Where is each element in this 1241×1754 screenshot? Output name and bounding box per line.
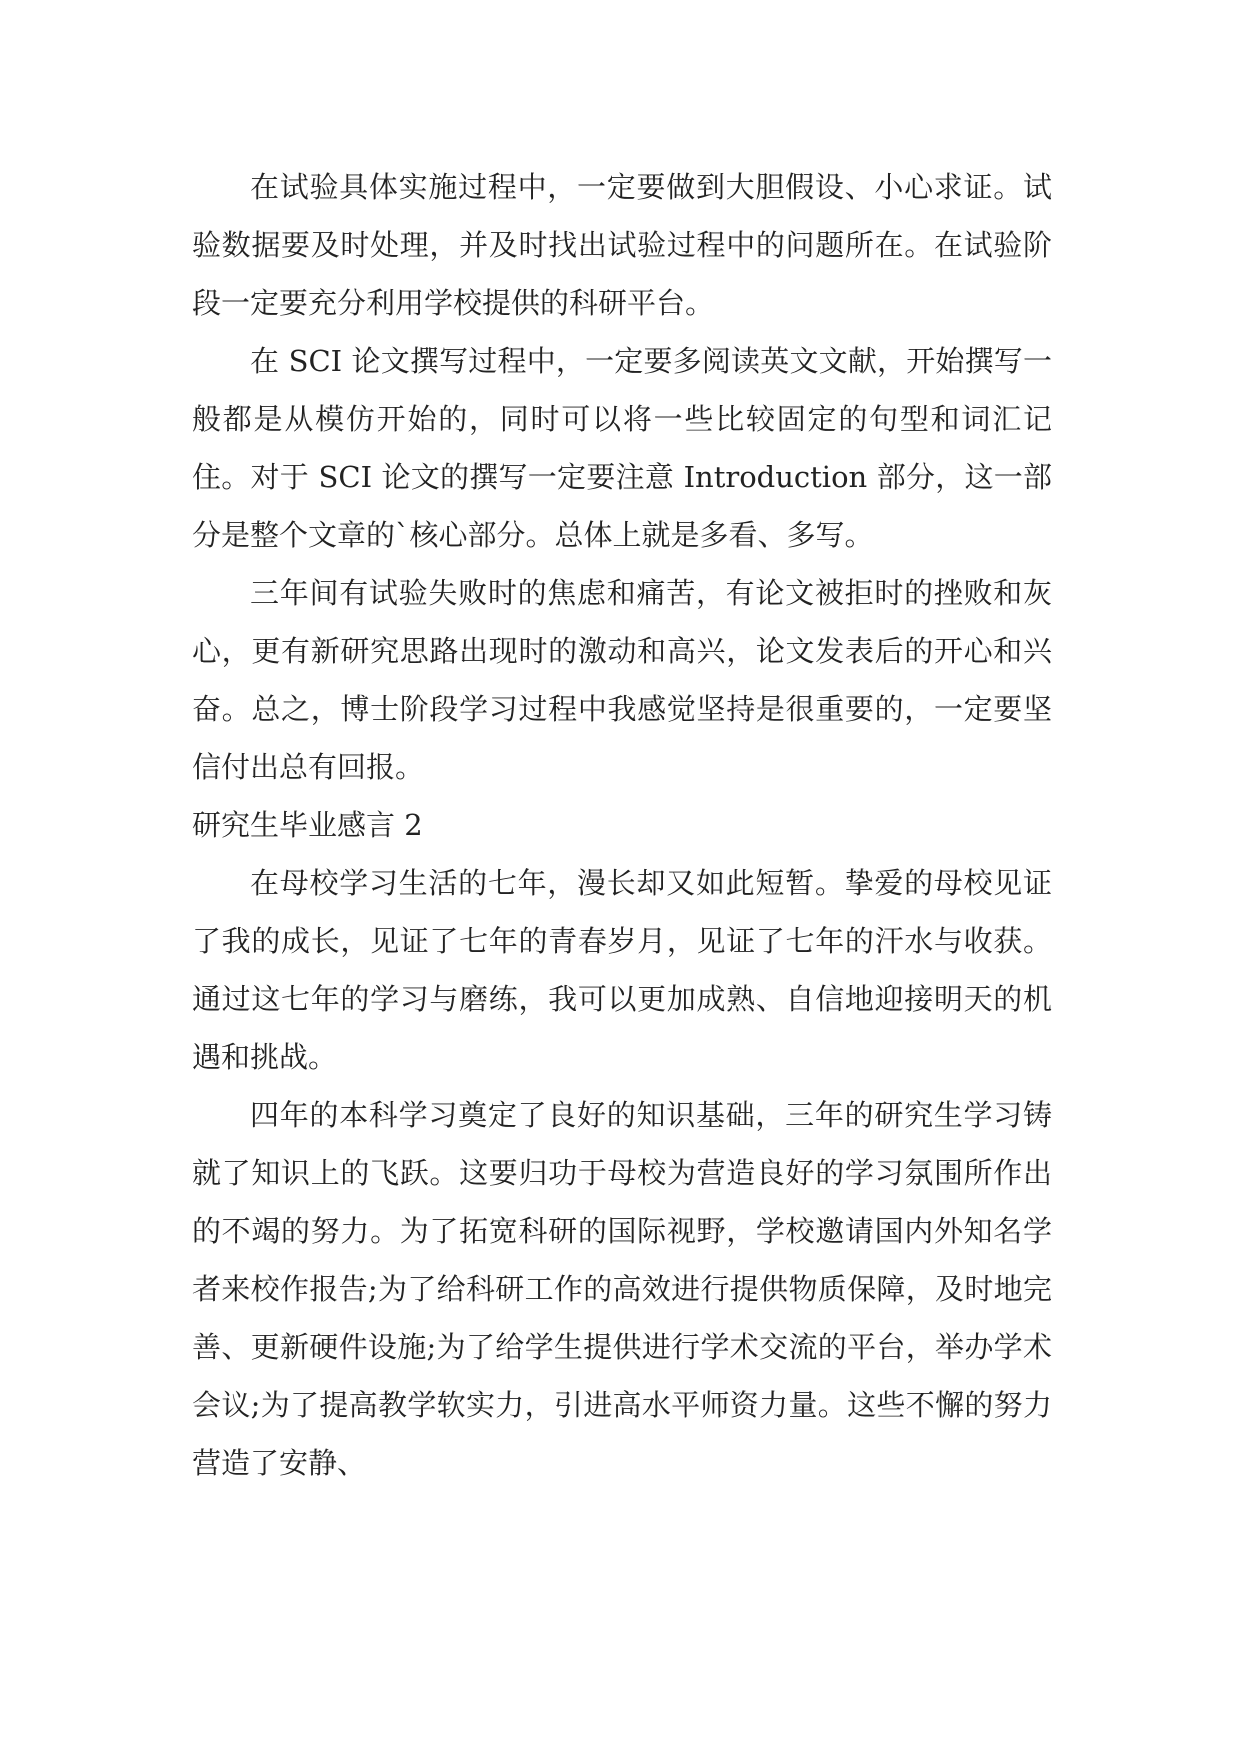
paragraph: 在母校学习生活的七年，漫长却又如此短暂。挚爱的母校见证了我的成长，见证了七年的青春岁月，见证了七年的汗水与收获。通过这七年的学习与磨练，我可以更加成熟、自信地迎接明天的机遇和挑战。 [192,866,1052,1074]
paragraph: 三年间有试验失败时的焦虑和痛苦，有论文被拒时的挫败和灰心，更有新研究思路出现时的激动和高兴，论文发表后的开心和兴奋。总之，博士阶段学习过程中我感觉坚持是很重要的，一定要坚信付出总有回报。 [192,576,1052,784]
document-page [192,158,1052,1492]
paragraph: 在 SCI 论文撰写过程中，一定要多阅读英文文献，开始撰写一般都是从模仿开始的，同时可以将一些比较固定的句型和词汇记住。对于 SCI 论文的撰写一定要注意 Introduction 部分，这一部分是整个文章的`核心部分。总体上就是多看、多写。 [192,344,1052,552]
paragraph: 四年的本科学习奠定了良好的知识基础，三年的研究生学习铸就了知识上的飞跃。这要归功于母校为营造良好的学习氛围所作出的不竭的努力。为了拓宽科研的国际视野，学校邀请国内外知名学者来校作报告;为了给科研工作的高效进行提供物质保障，及时地完善、更新硬件设施;为了给学生提供进行学术交流的平台，举办学术会议;为了提高教学软实力，引进高水平师资力量。这些不懈的努力营造了安静、 [192,1098,1052,1480]
paragraph: 在试验具体实施过程中，一定要做到大胆假设、小心求证。试验数据要及时处理，并及时找出试验过程中的问题所在。在试验阶段一定要充分利用学校提供的科研平台。 [192,170,1052,320]
section-heading: 研究生毕业感言 2 [192,808,423,842]
